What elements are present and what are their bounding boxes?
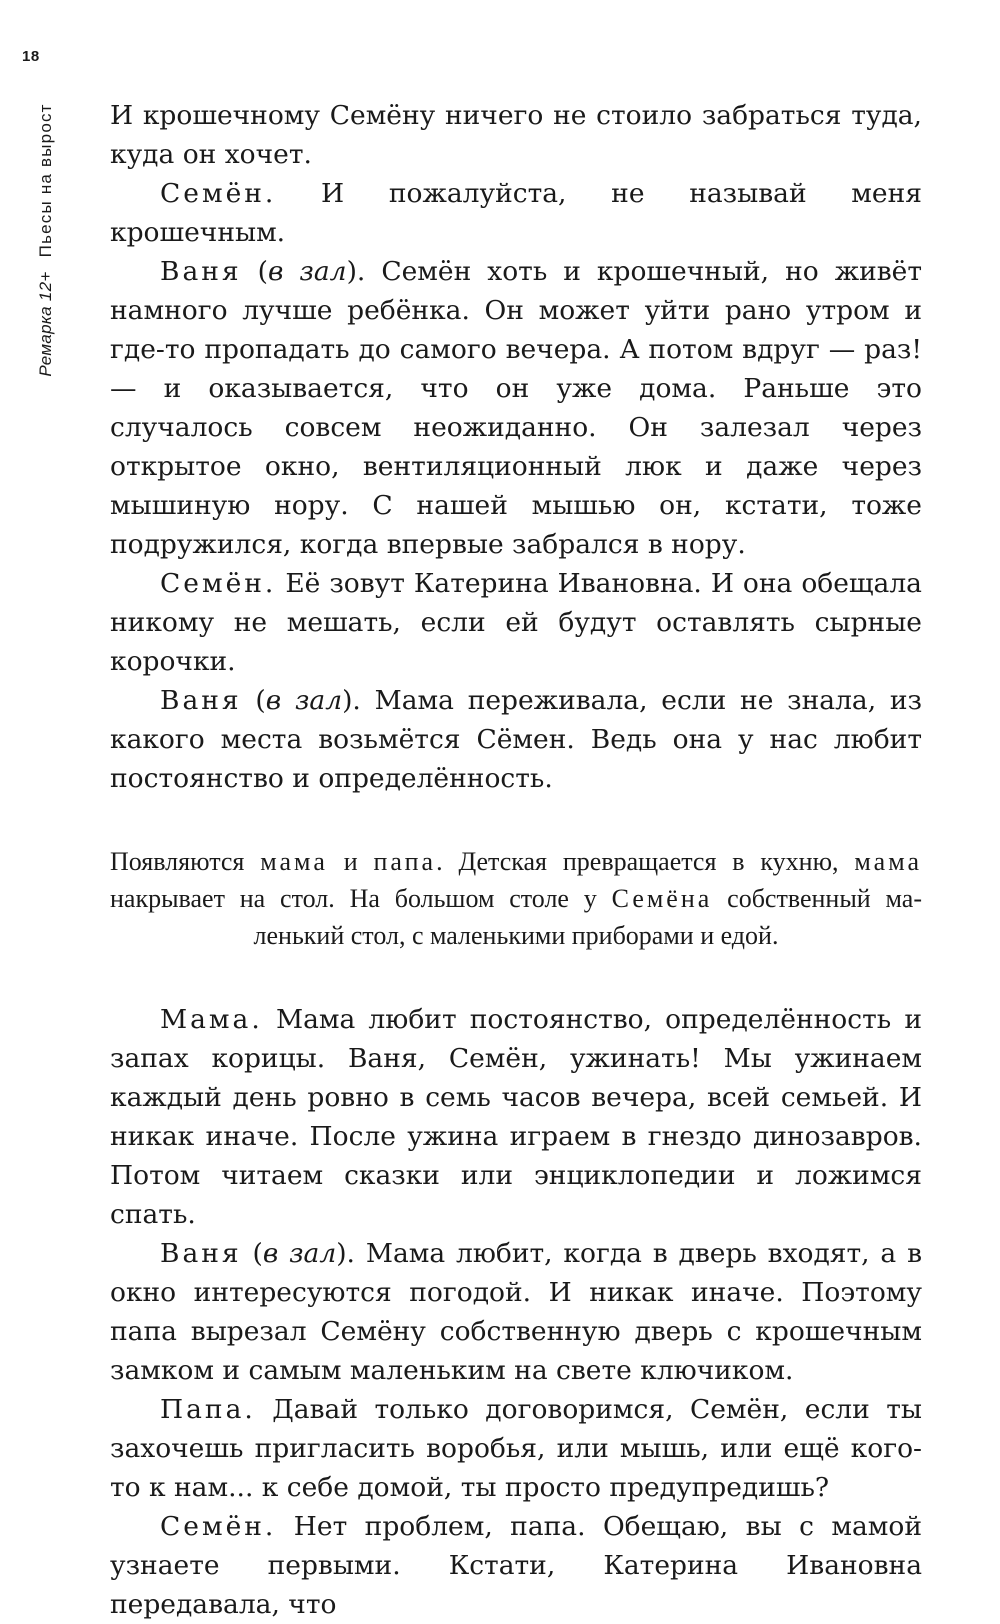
speaker-name: Ваня [160,256,242,287]
paragraph-text: Её зовут Катерина Ивановна. И она обещала никому не мешать, если ей будут оставлять сырные корочки. [110,568,922,677]
paragraph-text: Мама переживала, если не знала, из какого места возьмётся Сёмен. Ведь она у нас любит постоянство и определённость. [110,685,923,794]
stage-direction-text: . Детская превращается в кухню, [436,847,839,876]
paragraph-text: Семён хоть и крошечный, но живёт намного лучше ребёнка. Он может уйти рано утром и где-то пропадать до самого вечера. А потом вдруг — раз! — и оказывается, что он уже дома. Раньше это случалось совсем неожиданно. Он залезал через открытое окно, вентиляционный люк и даже через мышиную нору. С нашей мышью он, кстати, тоже подружился, когда впервые забрался в нору. [110,256,923,560]
page-number: 18 [22,48,40,65]
stage-direction-text: Появляются [110,847,245,876]
speaker-name: Папа. [160,1394,256,1425]
speaker-name: Семён. [160,1511,277,1542]
speaker-name: Ваня [160,685,242,716]
stage-direction-text: накрывает на стол. На большом столе у [110,884,597,913]
paragraph-text: Мама любит, когда в дверь входят, а в окно интересуются погодой. И никак иначе. Поэтому папа вырезал Семёну собственную дверь с крошечным замком и самым маленьким на свете ключиком. [110,1238,922,1386]
paragraph: Ваня (в зал). Мама любит, когда в дверь входят, а в окно интересуются погодой. И никак иначе. Поэтому папа вырезал Семёну собственную дверь с крошечным замком и самым маленьким на свете ключиком. [110,1238,922,1386]
speaker-name: Семён. [160,568,277,599]
paragraph-text: И пожалуйста, не называй меня крошечным. [110,178,922,248]
stage-direction-name: Семёна [611,884,713,913]
text-column [110,96,922,1624]
stage-note: в зал [262,1238,337,1269]
stage-direction-name: мама [854,847,923,876]
paragraph [110,1390,922,1507]
speaker-name: Ваня [160,1238,242,1269]
paragraph [110,1000,922,1234]
speaker-name: Мама. [160,1004,263,1035]
paragraph [110,174,922,252]
series-title: Ремарка 12+ [36,271,55,377]
paragraph: Ваня (в зал). Семён хоть и крошечный, но живёт намного лучше ребёнка. Он может уйти рано утром и где-то пропадать до самого вечера. А потом вдруг — раз! — и оказывается, что он уже дома. Раньше это случалось совсем неожиданно. Он залезал через открытое окно, вентиляционный люк и даже через мышиную нору. С нашей мышью он, кстати, тоже подружился, когда впервые забрался в нору. [110,256,923,560]
stage-note: в зал [265,685,343,716]
speaker-name: Семён. [160,178,277,209]
paragraph-text: Нет проблем, папа. Обещаю, вы с мамой узнаете первыми. Кстати, Катерина Ивановна передавала, что [110,1511,922,1620]
paragraph [110,96,922,174]
stage-direction [110,843,922,954]
paragraph [110,564,922,681]
stage-direction-name: мама [260,847,328,876]
stage-direction-text: собственный маленький стол, с маленькими приборами и едой. [253,884,923,950]
paragraph: Ваня (в зал). Мама переживала, если не знала, из какого места возьмётся Сёмен. Ведь она у нас любит постоянство и определённость. [110,685,923,794]
paragraph-text: Давай только договоримся, Семён, если ты захочешь пригласить воробья, или мышь, или ещё кого-то к нам... к себе домой, ты просто предупредишь? [110,1394,922,1503]
stage-direction-name: папа [373,847,437,876]
running-head [36,103,56,376]
book-title: Пьесы на вырост [36,103,55,258]
stage-note: в зал [268,256,347,287]
paragraph-text: Мама любит постоянство, определённость и запах корицы. Ваня, Семён, ужинать! Мы ужинаем каждый день ровно в семь часов вечера, всей семьей. И никак иначе. После ужина играем в гнездо динозавров. Потом читаем сказки или энциклопедии и ложимся спать. [110,1004,922,1230]
stage-direction-text: и [343,847,358,876]
paragraph-text: И крошечному Семёну ничего не стоило забраться туда, куда он хочет. [110,100,922,170]
paragraph [110,1507,922,1624]
